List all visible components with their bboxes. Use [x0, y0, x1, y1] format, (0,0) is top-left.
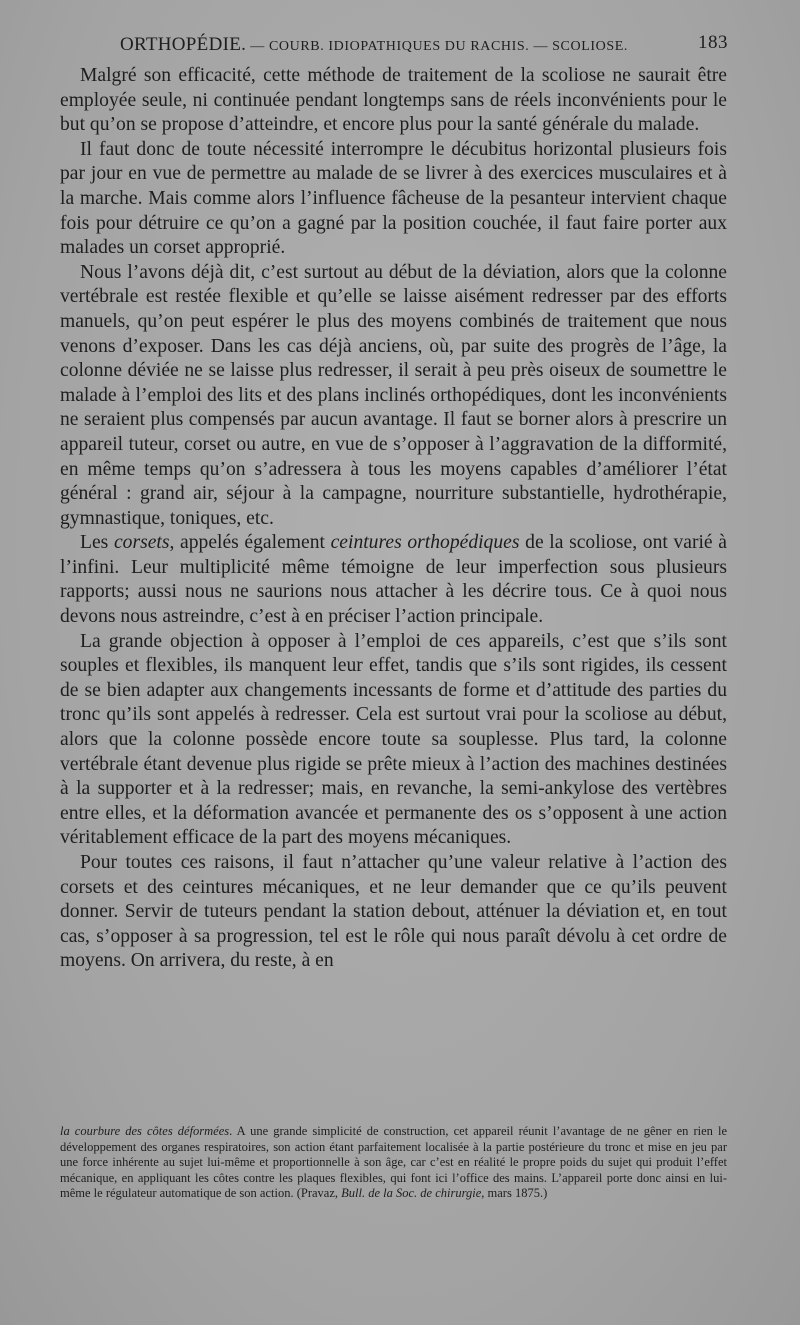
italic-text: ceintures orthopédiques	[330, 532, 520, 554]
running-title	[120, 34, 628, 56]
paragraph	[60, 64, 727, 138]
italic-text: la courbure des côtes déformées	[60, 1124, 230, 1138]
paragraph	[60, 138, 727, 261]
body-text	[60, 64, 727, 974]
running-title-main: ORTHOPÉDIE.	[120, 34, 247, 55]
text-segment: , mars 1875.)	[481, 1186, 548, 1201]
text-segment: Les	[80, 532, 114, 554]
text-segment: de la scoliose, ont varié à l’infini. Leur multiplicité même témoigne de leur imperfection sous plusieurs rapports; aussi nous ne saurions nous attacher à les décrire tous. Ce à quoi nous devons nous astreindre, c’est à en préciser l’action principale.	[60, 532, 727, 628]
page-number: 183	[698, 32, 728, 53]
text-segment: Malgré son efficacité, cette méthode de traitement de la scoliose ne saurait être employée seule, ni continuée pendant longtemps sans de réels inconvénients pour le but qu’on se propose d’atteindre, et encore plus pour la santé générale du malade.	[60, 65, 727, 136]
footnote	[60, 1124, 727, 1202]
text-segment: Nous l’avons déjà dit, c’est surtout au début de la déviation, alors que la colonne vertébrale est restée flexible et qu’elle se laisse aisément redresser par des efforts manuels, qu’on peut espérer le plus des moyens combinés de traitement que nous venons d’exposer. Dans les cas déjà anciens, où, par suite des progrès de l’âge, la colonne déviée ne se laisse plus redresser, il serait à peu près oiseux de soumettre le malade à l’emploi des lits et des plans inclinés orthopédiques, dont les inconvénients ne seraient plus compensés par aucun avantage. Il faut se borner alors à prescrire un appareil tuteur, corset ou autre, en vue de s’opposer à l’aggravation de la difformité, en même temps qu’on s’adressera à tous les moyens capables d’améliorer l’état général : grand air, séjour à la campagne, nourriture substantielle, hydrothérapie, gymnastique, toniques, etc.	[60, 261, 727, 529]
text-segment: Pour toutes ces raisons, il faut n’attacher qu’une valeur relative à l’action des corsets et des ceintures mécaniques, et ne leur demander que ce qu’ils peuvent donner. Servir de tuteurs pendant la station debout, atténuer la déviation et, en tout cas, s’opposer à sa progression, tel est le rôle qui nous paraît dévolu à cet ordre de moyens. On arrivera, du reste, à en	[60, 852, 727, 972]
running-header	[60, 30, 728, 60]
text-segment: La grande objection à opposer à l’emploi de ces appareils, c’est que s’ils sont souples et flexibles, ils manquent leur effet, tandis que s’ils sont rigides, ils cessent de se bien adapter aux changements incessants de forme et d’attitude des parties du tronc qu’ils sont appelés à redresser. Cela est surtout vrai pour la scoliose au début, alors que la colonne possède encore toute sa souplesse. Plus tard, la colonne vertébrale étant devenue plus rigide se prête mieux à l’action des machines destinées à la supporter et à la redresser; mais, en revanche, la semi-ankylose des vertèbres entre elles, et la déformation avancée et permanente des os s’opposent à une action véritablement efficace de la part des moyens mécaniques.	[60, 630, 727, 849]
text-segment: . A une grande simplicité de construction, cet appareil réunit l’avantage de ne gêner en rien le développement des organes respiratoires, son action étant parfaitement localisée à la partie postérieure du tronc et mise en jeu par une force inhérente au sujet lui-même et proportionnelle à son âge, car c’est en réalité le propre poids du sujet qui produit l’effet mécanique, en appliquant les côtes contre les plaques flexibles, qui font ici l’office des mains. L’appareil porte donc ainsi en lui-même le régulateur automatique de son action. (Pravaz,	[60, 1124, 727, 1201]
italic-text: Bull. de la Soc. de chirurgie	[341, 1186, 482, 1201]
paragraph	[60, 851, 727, 974]
paragraph	[60, 261, 727, 532]
text-segment: , appelés également	[169, 532, 331, 554]
italic-text: corsets	[113, 532, 170, 554]
paragraph	[60, 630, 727, 851]
running-title-rest: — COURB. IDIOPATHIQUES DU RACHIS. — SCOLIOSE.	[246, 39, 628, 54]
text-segment: Il faut donc de toute nécessité interrompre le décubitus horizontal plusieurs fois par jour en vue de permettre au malade de se livrer à des exercices musculaires et à la marche. Mais comme alors l’influence fâcheuse de la pesanteur intervient chaque fois pour détruire ce qu’on a gagné par la position couchée, il faut faire porter aux malades un corset approprié.	[60, 138, 727, 259]
paragraph	[60, 531, 727, 629]
